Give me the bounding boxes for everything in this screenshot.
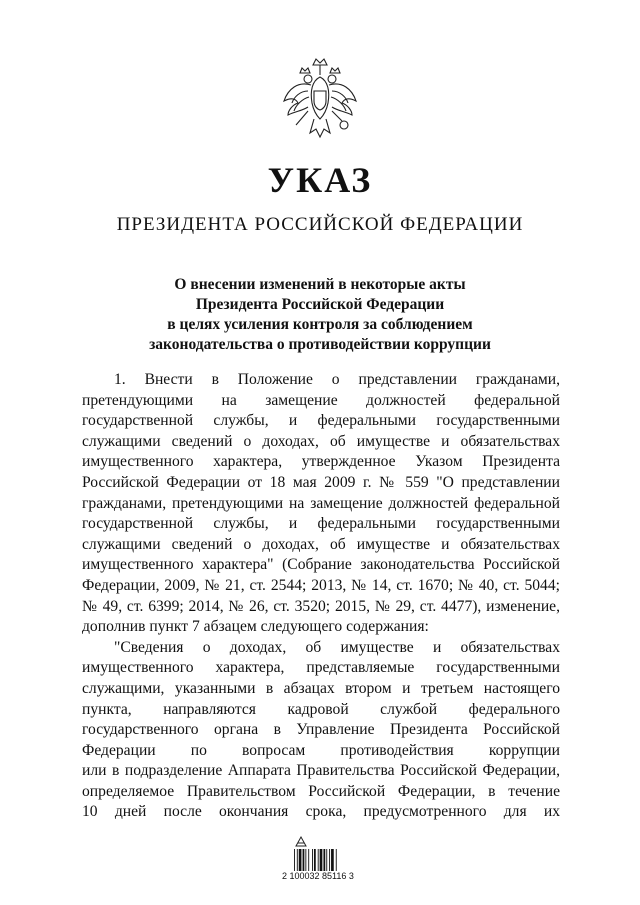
body-line: 1. Внести в Положение о представлении гражданами, [114,371,560,388]
body-line: имущественного характера, утвержденное Указом Президента [82,453,560,471]
decree-body [82,370,560,823]
body-line: дополнив пункт 7 абзацем следующего содержания: [82,618,429,636]
body-line: государственной службы, и федеральными государственными [82,412,560,430]
heading-line: законодательства о противодействии коррупции [149,336,491,353]
heading-line: Президента Российской Федерации [195,296,445,313]
body-line: служащими сведений о доходах, об имуществе и обязательствах [82,432,560,450]
body-line: Федерации по вопросам противодействия коррупции [82,741,560,759]
decree-heading [90,275,550,355]
coat-of-arms-icon [278,55,362,145]
paragraph-1 [82,370,560,638]
body-line: имущественного характера" (Собрание законодательства Российской [82,556,560,574]
printer-logo-icon [294,835,308,847]
barcode-block [282,835,362,885]
heading-line: О внесении изменений в некоторые акты [174,276,466,293]
barcode-number: 2 100032 85116 3 [282,871,354,881]
body-line: Федерации, 2009, № 21, ст. 2544; 2013, № 14, ст. 1670; № 40, ст. 5044; [82,576,560,594]
document-title: УКАЗ [267,160,373,200]
paragraph-2 [82,638,560,823]
body-line: 10 дней после окончания срока, предусмотренного для их [82,803,560,821]
body-line: № 49, ст. 6399; 2014, № 26, ст. 3520; 2015, № 29, ст. 4477), изменение, [82,597,560,615]
body-line: служащими сведений о доходах, об имуществе и обязательствах [82,535,560,553]
body-line: претендующими на замещение должностей федеральной [82,391,560,409]
body-line: служащими, указанными в абзацах втором и третьем настоящего [82,679,560,697]
body-line: Российской Федерации от 18 мая 2009 г. № 559 "О представлении [82,473,560,491]
heading-line: в целях усиления контроля за соблюдением [167,316,473,333]
body-line: пункта, направляются кадровой службой федерального [82,700,560,718]
barcode-icon [294,849,352,871]
body-line: гражданами, претендующими на замещение должностей федеральной [82,494,560,512]
body-line: государственной службы, и федеральными государственными [82,515,560,533]
body-line: определяемое Правительством Российской Федерации, в течение [82,782,560,800]
body-line: государственного органа в Управление Президента Российской [82,721,560,739]
body-line: имущественного характера, представляемые государственными [82,659,560,677]
body-line: "Сведения о доходах, об имуществе и обязательствах [114,638,560,656]
document-subtitle: ПРЕЗИДЕНТА РОССИЙСКОЙ ФЕДЕРАЦИИ [116,214,524,235]
body-line: или в подразделение Аппарата Правительства Российской Федерации, [82,762,560,780]
